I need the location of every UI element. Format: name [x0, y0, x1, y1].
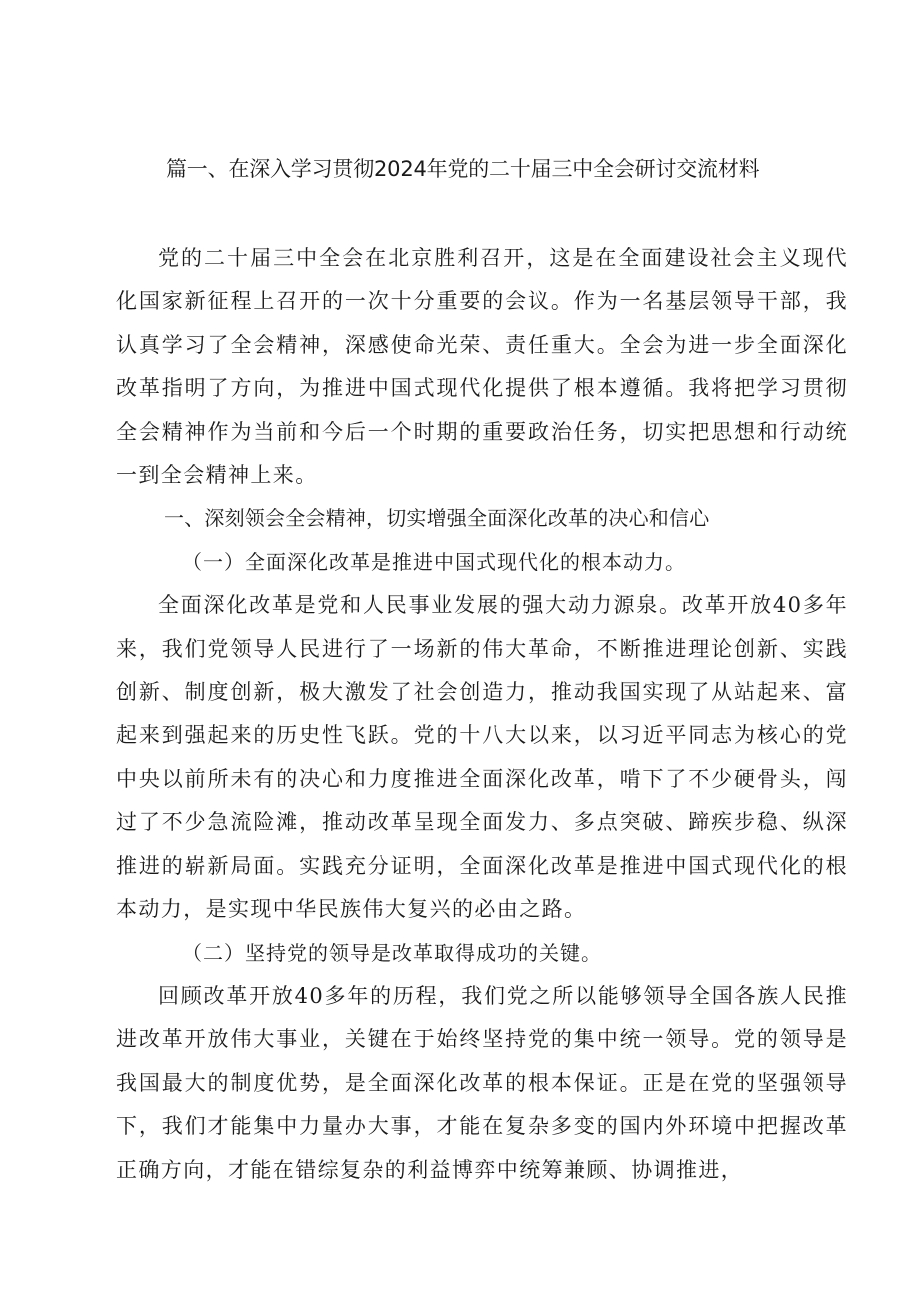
paragraph-party-leadership: 回顾改革开放40多年的历程，我们党之所以能够领导全国各族人民推进改革开放伟大事业，关键在于始终坚持党的集中统一领导。党的领导是我国最大的制度优势，是全面深化改革的根本保证。正是在党的坚强领导下，我们才能集中力量办大事，才能在复杂多变的国内外环境中把握改革正确方向，才能在错综复杂的利益博弈中统筹兼顾、协调推进， [116, 983, 848, 1182]
document-title: 篇一、在深入学习贯彻2024年党的二十届三中全会研讨交流材料 [166, 157, 760, 181]
document-body [116, 237, 848, 1192]
section-heading-1: 一、深刻领会全会精神，切实增强全面深化改革的决心和信心 [164, 506, 710, 531]
intro-paragraph: 党的二十届三中全会在北京胜利召开，这是在全面建设社会主义现代化国家新征程上召开的一次十分重要的会议。作为一名基层领导干部，我认真学习了全会精神，深感使命光荣、责任重大。全会为进一步全面深化改革指明了方向，为推进中国式现代化提供了根本遵循。我将把学习贯彻全会精神作为当前和今后一个时期的重要政治任务，切实把思想和行动统一到全会精神上来。 [116, 246, 848, 488]
paragraph-reform-power: 全面深化改革是党和人民事业发展的强大动力源泉。改革开放40多年来，我们党领导人民进行了一场新的伟大革命，不断推进理论创新、实践创新、制度创新，极大激发了社会创造力，推动我国实现了从站起来、富起来到强起来的历史性飞跃。党的十八大以来，以习近平同志为核心的党中央以前所未有的决心和力度推进全面深化改革，啃下了不少硬骨头，闯过了不少急流险滩，推动改革呈现全面发力、多点突破、蹄疾步稳、纵深推进的崭新局面。实践充分证明，全面深化改革是推进中国式现代化的根本动力，是实现中华民族伟大复兴的必由之路。 [116, 593, 848, 922]
subheading-1: （一）全面深化改革是推进中国式现代化的根本动力。 [182, 549, 686, 574]
subheading-2: （二）坚持党的领导是改革取得成功的关键。 [182, 940, 602, 965]
